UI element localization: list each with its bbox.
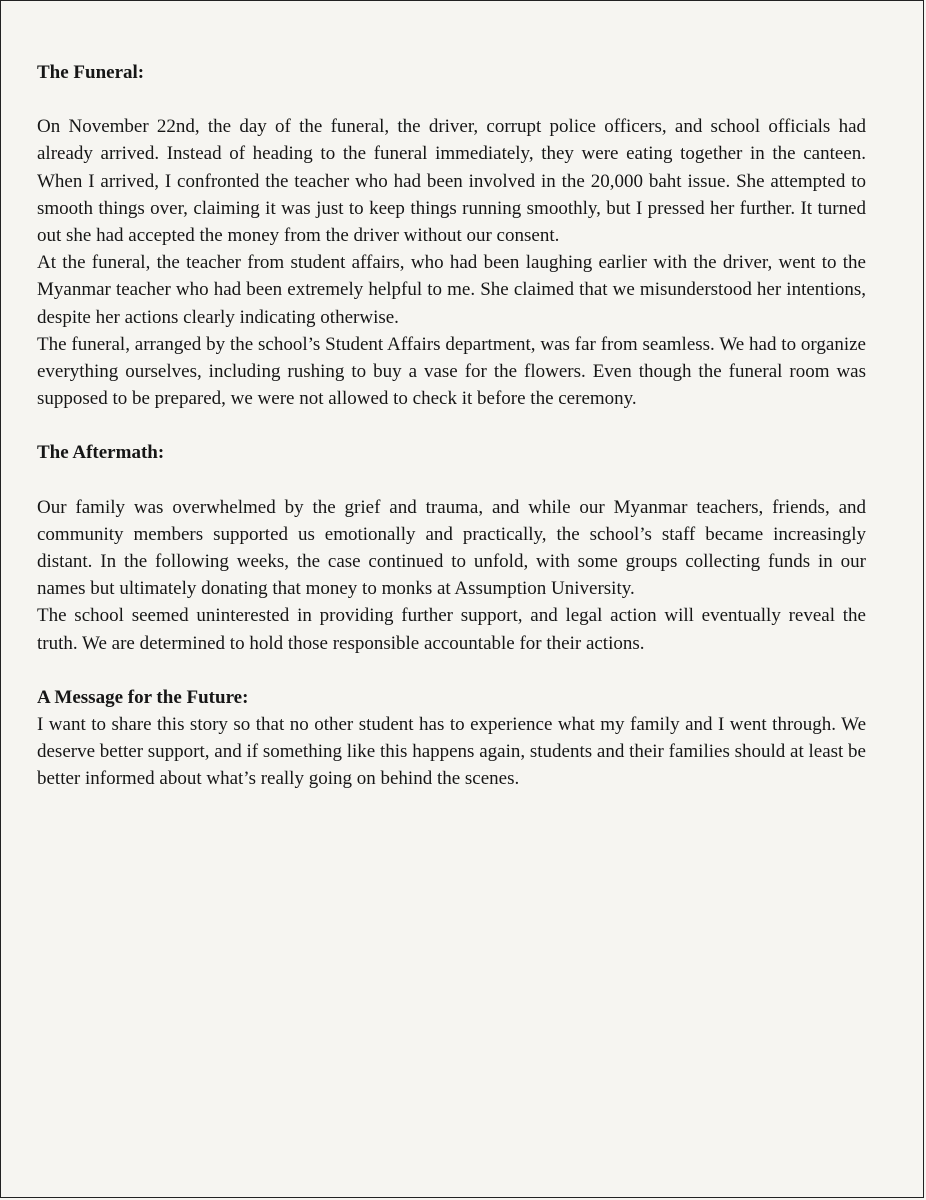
- spacer: [37, 467, 866, 494]
- document-body: [37, 59, 866, 793]
- paragraph-funeral-teacher: At the funeral, the teacher from student affairs, who had been laughing earlier with the driver, went to the Myanmar teacher who had been extremely helpful to me. She claimed that we misunderstood her intentions, despite her actions clearly indicating otherwise.: [37, 252, 866, 328]
- spacer: [37, 657, 866, 684]
- paragraph-aftermath-family: Our family was overwhelmed by the grief and trauma, and while our Myanmar teachers, friends, and community members supported us emotionally and practically, the school’s staff became increasingly distant. In the following weeks, the case continued to unfold, with some groups collecting funds in our names but ultimately donating that money to monks at Assumption University.: [37, 496, 866, 600]
- spacer: [37, 412, 866, 439]
- section-heading-message: A Message for the Future:: [37, 686, 249, 708]
- paragraph-funeral-arrival: On November 22nd, the day of the funeral, the driver, corrupt police officers, and school officials had already arrived. Instead of heading to the funeral immediately, they were eating together in the canteen. When I arrived, I confronted the teacher who had been involved in the 20,000 baht issue. She attempted to smooth things over, claiming it was just to keep things running smoothly, but I pressed her further. It turned out she had accepted the money from the driver without our consent.: [37, 116, 866, 247]
- paragraph-aftermath-school: The school seemed uninterested in providing further support, and legal action will eventually reveal the truth. We are determined to hold those responsible accountable for their actions.: [37, 605, 866, 654]
- section-heading-funeral: The Funeral:: [37, 62, 145, 83]
- spacer: [37, 86, 866, 113]
- paragraph-funeral-arrangement: The funeral, arranged by the school’s Student Affairs department, was far from seamless. We had to organize everything ourselves, including rushing to buy a vase for the flowers. Even though the funeral room was supposed to be prepared, we were not allowed to check it before the ceremony.: [37, 333, 866, 410]
- section-heading-aftermath: The Aftermath:: [37, 442, 165, 464]
- paragraph-message-future: I want to share this story so that no other student has to experience what my family and I went through. We deserve better support, and if something like this happens again, students and their families should at least be better informed about what’s really going on behind the scenes.: [37, 714, 866, 790]
